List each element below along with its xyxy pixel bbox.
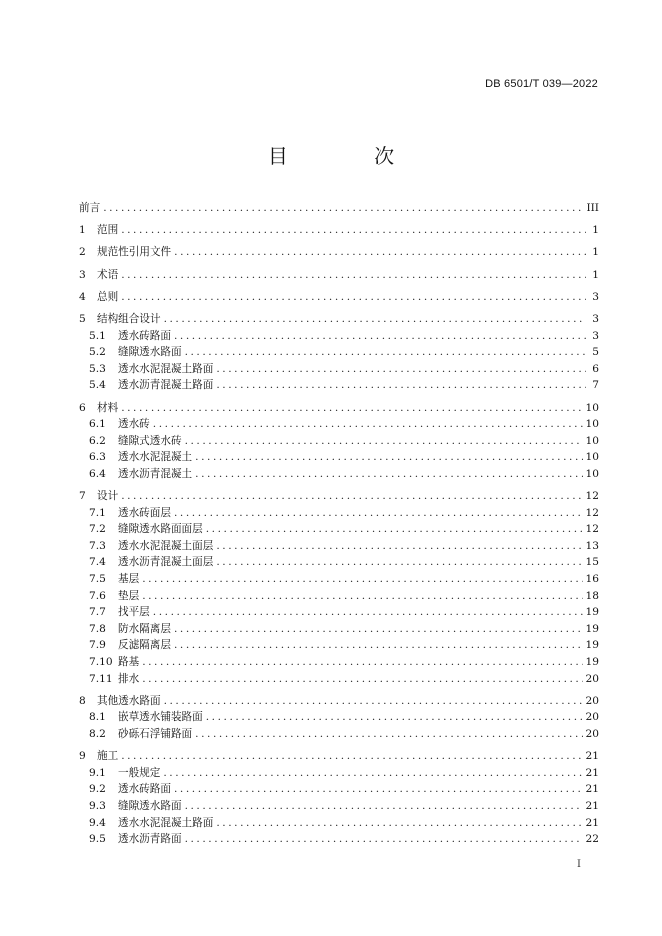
toc-entry-page: III bbox=[586, 202, 599, 214]
toc-entry-number: 7.4 bbox=[89, 556, 106, 569]
toc-entry-title: 透水沥青路面 bbox=[118, 833, 182, 846]
toc-entry-page: 10 bbox=[585, 401, 599, 414]
toc-entry-number: 3 bbox=[79, 268, 86, 281]
toc-leader-dots bbox=[185, 831, 583, 848]
toc-entry-page: 15 bbox=[585, 556, 599, 569]
toc-entry[interactable] bbox=[79, 361, 599, 378]
toc-entry-number: 9.4 bbox=[89, 816, 106, 829]
toc-entry-title: 透水砖路面 bbox=[118, 329, 171, 342]
toc-leader-dots bbox=[206, 709, 583, 726]
toc-entry-title: 垫层 bbox=[118, 589, 140, 602]
toc-leader-dots bbox=[185, 344, 586, 361]
toc-leader-dots bbox=[185, 433, 583, 450]
toc-entry-title: 总则 bbox=[97, 290, 119, 303]
toc-leader-dots bbox=[103, 200, 583, 217]
toc-entry-number: 6.4 bbox=[89, 467, 106, 480]
toc-entry-number: 8 bbox=[79, 694, 86, 707]
toc-entry-number: 9.5 bbox=[89, 833, 106, 846]
toc-entry-title: 透水沥青混凝土路面 bbox=[118, 379, 214, 392]
toc-entry-title: 材料 bbox=[97, 401, 119, 414]
toc-entry-title: 路基 bbox=[118, 656, 140, 668]
toc-entry[interactable] bbox=[79, 222, 599, 239]
toc-entry-title: 术语 bbox=[97, 268, 119, 281]
toc-leader-dots bbox=[121, 222, 586, 239]
toc-entry[interactable] bbox=[79, 505, 599, 522]
toc-entry-title: 基层 bbox=[118, 573, 140, 586]
toc-entry-page: 1 bbox=[592, 268, 599, 281]
toc-leader-dots bbox=[121, 289, 586, 306]
toc-entry-title: 嵌草透水铺装路面 bbox=[118, 711, 203, 724]
toc-entry-number: 7.6 bbox=[89, 589, 106, 602]
toc-entry[interactable] bbox=[79, 621, 599, 638]
toc-entry[interactable] bbox=[79, 400, 599, 417]
toc-entry-number: 9.1 bbox=[89, 766, 106, 779]
toc-leader-dots bbox=[121, 400, 582, 417]
toc-entry-page: 22 bbox=[585, 833, 599, 846]
toc-leader-dots bbox=[164, 311, 586, 328]
toc-entry-number: 7.5 bbox=[89, 573, 106, 586]
toc-leader-dots bbox=[153, 416, 583, 433]
toc-entry-title: 砂砾石浮铺路面 bbox=[118, 727, 193, 740]
page-title: 目 次 bbox=[267, 144, 435, 168]
toc-entry-title: 透水沥青混凝土 bbox=[118, 467, 193, 480]
toc-entry-page: 21 bbox=[585, 799, 599, 812]
toc-leader-dots bbox=[216, 554, 582, 571]
toc-entry-title: 透水水泥混凝土 bbox=[118, 451, 193, 464]
toc-entry-number: 7.3 bbox=[89, 539, 106, 552]
toc-entry-number: 7.11 bbox=[89, 672, 113, 685]
toc-entry[interactable] bbox=[79, 815, 599, 832]
toc-entry-number: 7 bbox=[79, 490, 86, 503]
toc-entry-page: 21 bbox=[585, 766, 599, 779]
toc-entry[interactable] bbox=[79, 289, 599, 306]
toc-entry[interactable] bbox=[79, 200, 599, 217]
toc-entry-number: 7.8 bbox=[89, 622, 106, 635]
toc-entry[interactable] bbox=[79, 798, 599, 815]
toc-leader-dots bbox=[121, 267, 586, 284]
toc-leader-dots bbox=[142, 671, 582, 688]
toc-entry-page: 7 bbox=[592, 379, 599, 392]
toc-leader-dots bbox=[216, 815, 582, 832]
toc-entry-page: 19 bbox=[585, 656, 599, 668]
toc-entry-title: 缝隙式透水砖 bbox=[118, 434, 182, 447]
toc-entry-title: 防水隔离层 bbox=[118, 622, 171, 635]
toc-entry-title: 透水砖面层 bbox=[118, 506, 171, 519]
toc-entry-page: 21 bbox=[585, 750, 599, 763]
toc-entry[interactable] bbox=[79, 344, 599, 361]
toc-entry-page: 10 bbox=[585, 418, 599, 431]
toc-leader-dots bbox=[174, 637, 583, 654]
toc-entry-page: 13 bbox=[585, 539, 599, 552]
toc-entry-page: 1 bbox=[592, 246, 599, 259]
toc-entry[interactable] bbox=[79, 781, 599, 798]
toc-entry-number: 9 bbox=[79, 750, 86, 763]
toc-entry-number: 5.4 bbox=[89, 379, 106, 392]
toc-entry-page: 3 bbox=[592, 312, 599, 325]
toc-entry-title: 范围 bbox=[97, 224, 119, 237]
toc-entry[interactable] bbox=[79, 588, 599, 605]
toc-entry[interactable] bbox=[79, 449, 599, 466]
toc-entry[interactable] bbox=[79, 554, 599, 571]
toc-entry-title: 透水水泥混凝土面层 bbox=[118, 539, 214, 552]
toc-entry-page: 6 bbox=[592, 362, 599, 375]
toc-leader-dots bbox=[216, 377, 586, 394]
toc-entry[interactable] bbox=[79, 654, 599, 671]
toc-entry-number: 6 bbox=[79, 401, 86, 414]
toc-entry-title: 其他透水路面 bbox=[97, 694, 161, 707]
toc-entry-number: 7.7 bbox=[89, 606, 106, 619]
toc-entry-title: 透水砖路面 bbox=[118, 783, 171, 796]
toc-entry-page: 10 bbox=[585, 451, 599, 464]
toc-entry-number: 4 bbox=[79, 290, 86, 303]
toc-entry-number: 9.2 bbox=[89, 783, 106, 796]
toc-entry-number: 7.1 bbox=[89, 506, 106, 519]
toc-entry-number: 6.3 bbox=[89, 451, 106, 464]
toc-entry-page: 12 bbox=[585, 490, 599, 503]
toc-entry-title: 透水水泥混凝土路面 bbox=[118, 816, 214, 829]
toc-entry[interactable] bbox=[79, 328, 599, 345]
toc-entry-page: 18 bbox=[585, 589, 599, 602]
toc-entry-number: 6.2 bbox=[89, 434, 106, 447]
toc-entry[interactable] bbox=[79, 709, 599, 726]
toc-entry-number: 5.3 bbox=[89, 362, 106, 375]
toc-entry-title: 设计 bbox=[97, 490, 119, 503]
toc-entry[interactable] bbox=[79, 637, 599, 654]
toc-leader-dots bbox=[174, 781, 583, 798]
toc-entry-page: 19 bbox=[585, 622, 599, 635]
toc-entry[interactable] bbox=[79, 433, 599, 450]
toc-entry-page: 3 bbox=[592, 329, 599, 342]
toc-entry-title: 缝隙透水路面 bbox=[118, 799, 182, 812]
toc-entry[interactable] bbox=[79, 311, 599, 328]
toc-entry-title: 缝隙透水路面面层 bbox=[118, 523, 203, 536]
toc-entry-number: 7.2 bbox=[89, 523, 106, 536]
toc-entry-number: 2 bbox=[79, 246, 86, 259]
toc-entry[interactable] bbox=[79, 765, 599, 782]
toc-entry-title: 施工 bbox=[97, 750, 119, 763]
toc-entry-number: 5.2 bbox=[89, 346, 106, 359]
toc-leader-dots bbox=[142, 571, 582, 588]
toc-entry-title: 一般规定 bbox=[118, 766, 161, 779]
toc-leader-dots bbox=[206, 521, 583, 538]
document-code: DB 6501/T 039—2022 bbox=[485, 78, 598, 90]
toc-leader-dots bbox=[174, 328, 586, 345]
toc-entry[interactable] bbox=[79, 267, 599, 284]
toc-entry[interactable] bbox=[79, 244, 599, 261]
toc-entry-title: 找平层 bbox=[118, 606, 150, 619]
toc-leader-dots bbox=[216, 361, 586, 378]
toc-leader-dots bbox=[174, 244, 586, 261]
toc-entry-title: 反滤隔离层 bbox=[118, 639, 171, 652]
toc-entry-page: 12 bbox=[585, 506, 599, 519]
toc-entry-page: 19 bbox=[585, 606, 599, 619]
toc-leader-dots bbox=[142, 654, 582, 671]
toc-entry-page: 21 bbox=[585, 783, 599, 796]
toc-entry-number: 7.9 bbox=[89, 639, 106, 652]
toc-entry[interactable] bbox=[79, 726, 599, 743]
toc-entry-page: 20 bbox=[585, 672, 599, 685]
toc-entry[interactable] bbox=[79, 831, 599, 848]
toc-entry-title: 前言 bbox=[79, 202, 101, 214]
toc-leader-dots bbox=[164, 693, 583, 710]
toc-entry-page: 3 bbox=[592, 290, 599, 303]
toc-entry[interactable] bbox=[79, 604, 599, 621]
toc-entry-title: 结构组合设计 bbox=[97, 312, 161, 325]
toc-leader-dots bbox=[174, 621, 583, 638]
toc-entry-page: 10 bbox=[585, 434, 599, 447]
toc-entry-page: 1 bbox=[592, 224, 599, 237]
toc-entry-number: 7.10 bbox=[89, 656, 113, 668]
toc-entry-title: 缝隙透水路面 bbox=[118, 346, 182, 359]
toc-entry-title: 规范性引用文件 bbox=[97, 246, 172, 259]
toc-leader-dots bbox=[153, 604, 583, 621]
toc-entry-title: 透水水泥混凝土路面 bbox=[118, 362, 214, 375]
toc-entry-number: 9.3 bbox=[89, 799, 106, 812]
toc-entry[interactable] bbox=[79, 538, 599, 555]
toc-entry[interactable] bbox=[79, 693, 599, 710]
toc-entry-number: 6.1 bbox=[89, 418, 106, 431]
toc-entry-page: 5 bbox=[592, 346, 599, 359]
toc-entry-title: 排水 bbox=[118, 672, 140, 685]
toc-entry[interactable] bbox=[79, 377, 599, 394]
toc-entry-page: 20 bbox=[585, 711, 599, 724]
toc-entry-number: 1 bbox=[79, 224, 86, 237]
toc-entry-title: 透水沥青混凝土面层 bbox=[118, 556, 214, 569]
toc-entry-number: 5.1 bbox=[89, 329, 106, 342]
toc-entry-page: 19 bbox=[585, 639, 599, 652]
toc-entry-page: 12 bbox=[585, 523, 599, 536]
toc-leader-dots bbox=[142, 588, 582, 605]
toc-leader-dots bbox=[174, 505, 583, 522]
toc-leader-dots bbox=[195, 466, 582, 483]
toc-leader-dots bbox=[216, 538, 582, 555]
toc-entry-number: 5 bbox=[79, 312, 86, 325]
toc-entry[interactable] bbox=[79, 416, 599, 433]
toc-leader-dots bbox=[121, 488, 582, 505]
toc-entry-title: 透水砖 bbox=[118, 418, 150, 431]
toc-leader-dots bbox=[121, 748, 582, 765]
toc-entry-page: 21 bbox=[585, 816, 599, 829]
toc-leader-dots bbox=[185, 798, 583, 815]
toc-entry[interactable] bbox=[79, 671, 599, 688]
toc-entry[interactable] bbox=[79, 488, 599, 505]
toc-leader-dots bbox=[163, 765, 582, 782]
page-number: I bbox=[577, 859, 581, 870]
toc-entry[interactable] bbox=[79, 748, 599, 765]
toc-entry-number: 8.2 bbox=[89, 727, 106, 740]
toc-entry[interactable] bbox=[79, 466, 599, 483]
toc-entry-page: 20 bbox=[585, 727, 599, 740]
toc-entry-page: 16 bbox=[585, 573, 599, 586]
toc-entry[interactable] bbox=[79, 571, 599, 588]
toc-entry-page: 20 bbox=[585, 694, 599, 707]
toc-entry[interactable] bbox=[79, 521, 599, 538]
toc-leader-dots bbox=[195, 726, 582, 743]
toc-leader-dots bbox=[195, 449, 582, 466]
table-of-contents bbox=[79, 200, 599, 848]
toc-entry-number: 8.1 bbox=[89, 711, 106, 724]
toc-entry-page: 10 bbox=[585, 467, 599, 480]
